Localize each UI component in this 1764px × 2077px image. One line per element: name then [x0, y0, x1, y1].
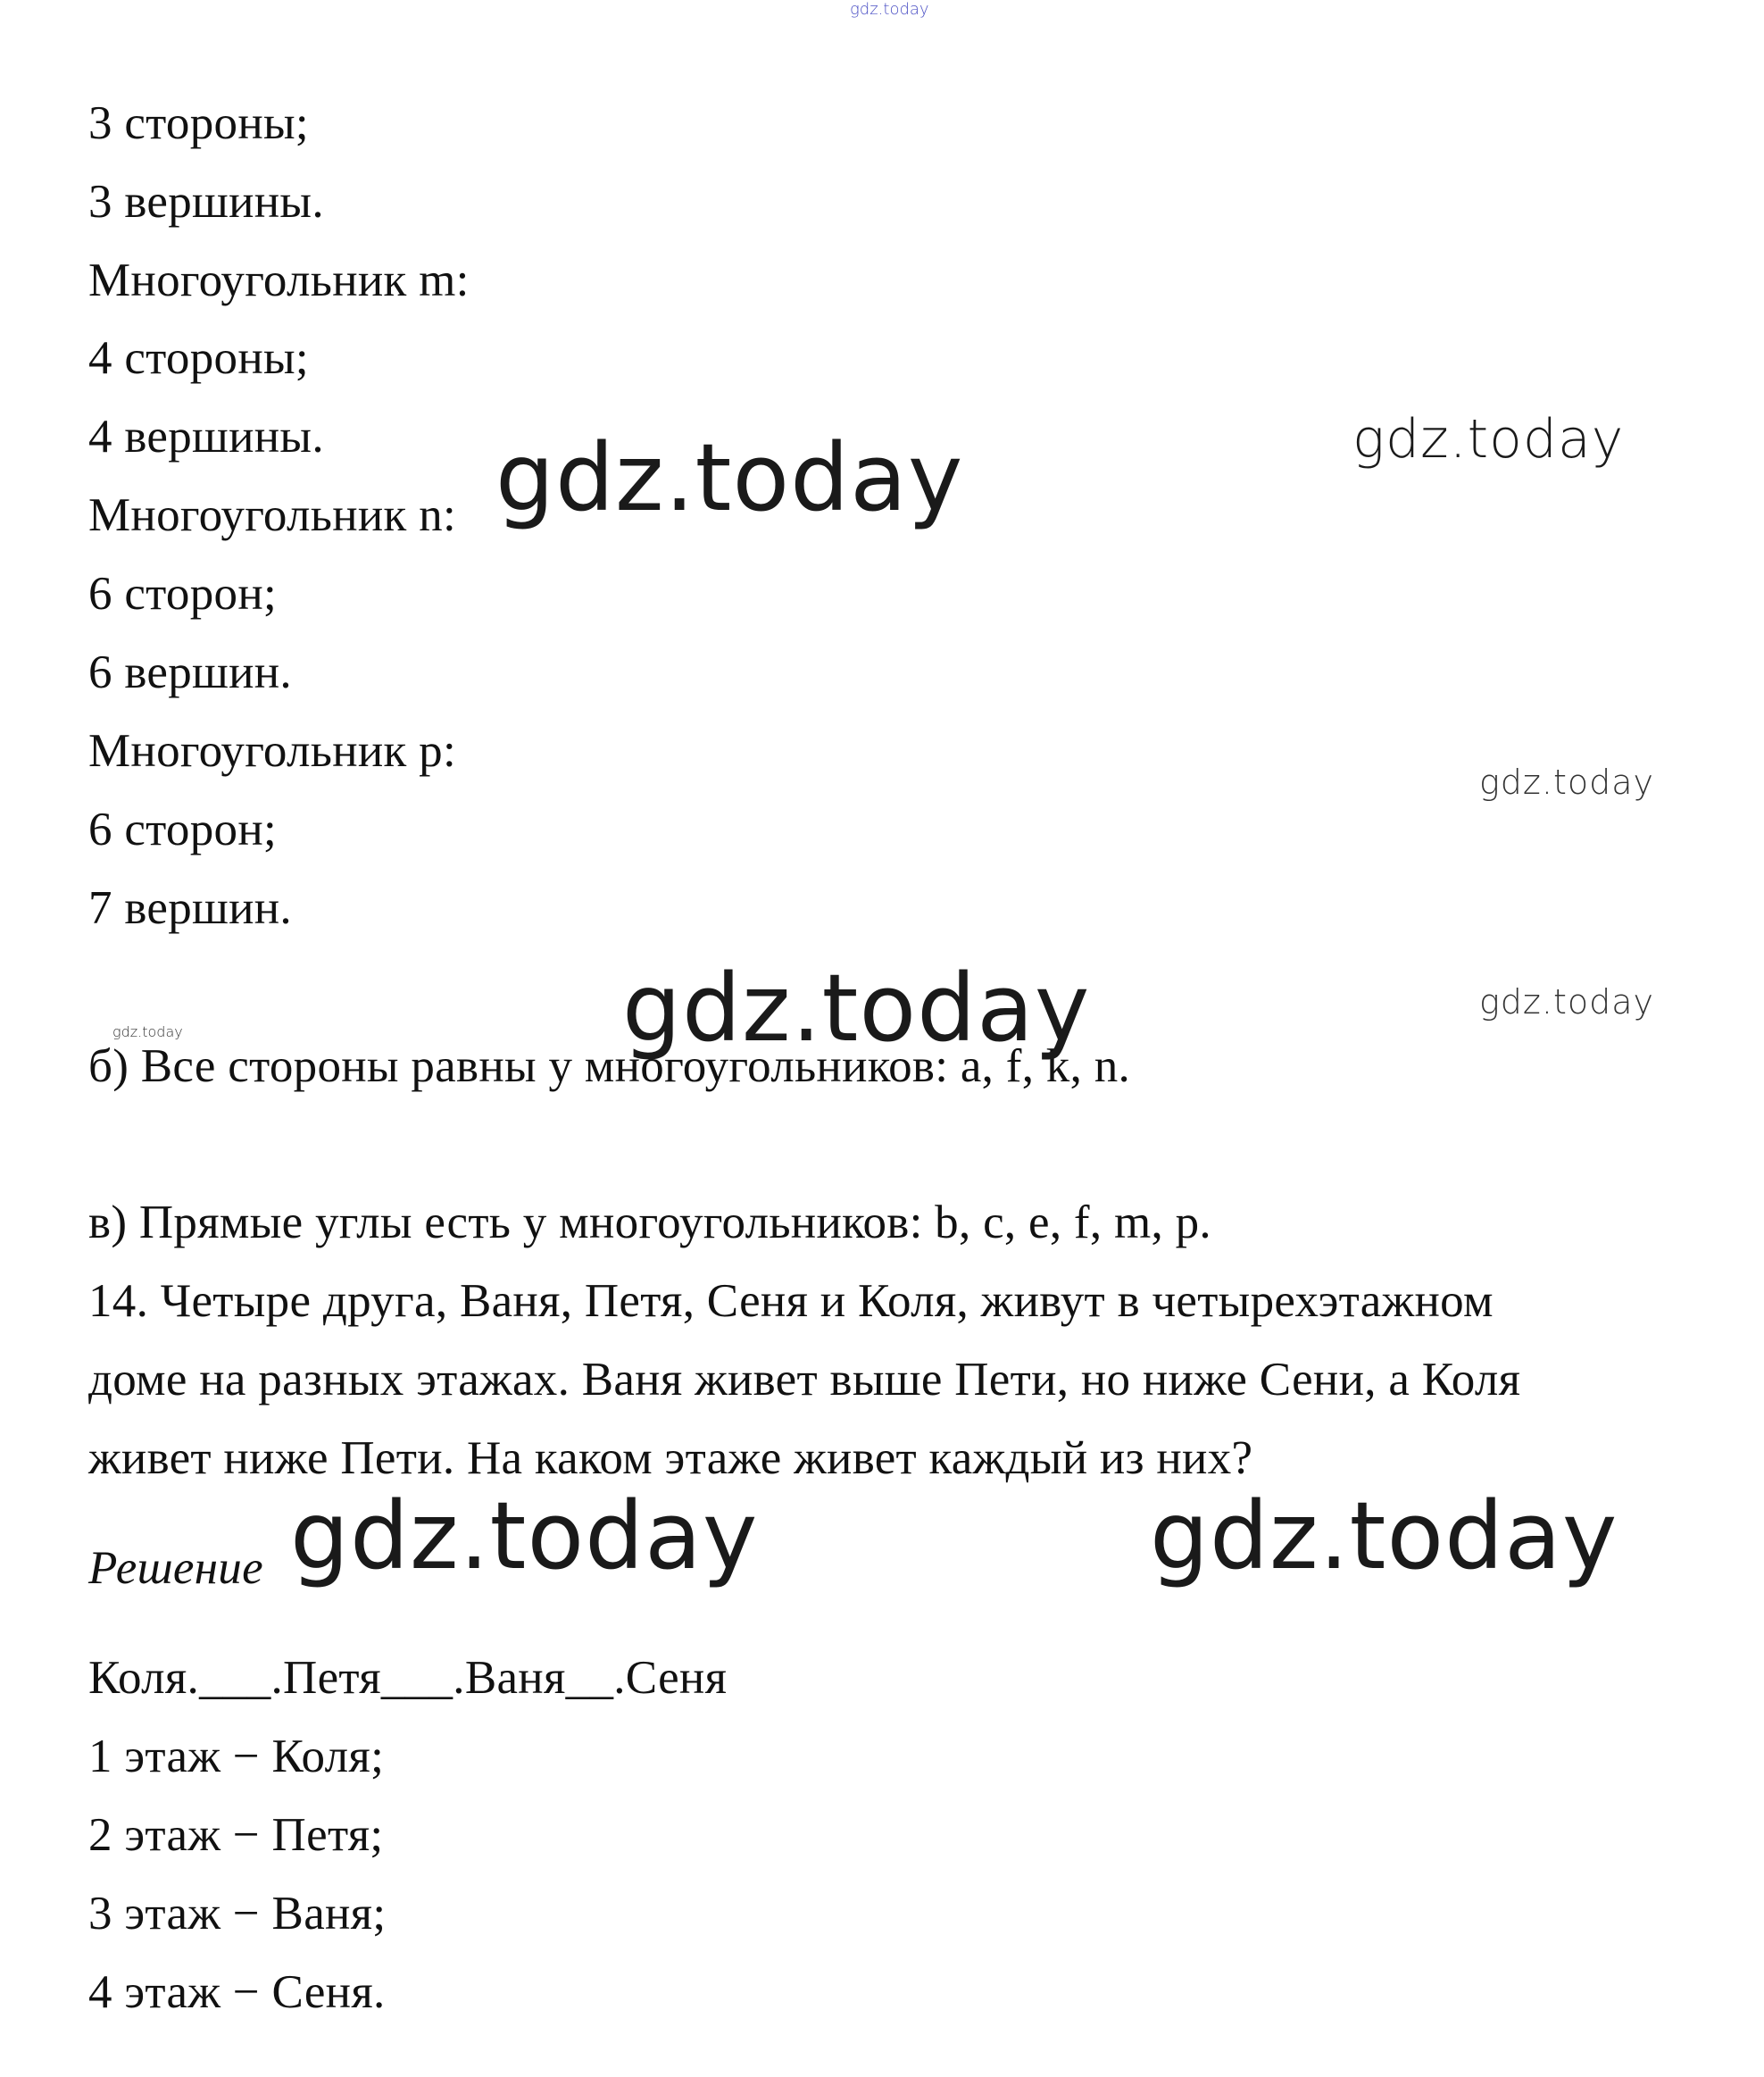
text-line: доме на разных этажах. Ваня живет выше Пети, но ниже Сени, а Коля — [88, 1354, 1521, 1406]
text-line: 7 вершин. — [88, 882, 292, 934]
text-line: 4 стороны; — [88, 332, 309, 384]
watermark: gdz.today — [1150, 1481, 1618, 1590]
text-line: б) Все стороны равны у многоугольников: a, f, k, n. — [88, 1040, 1131, 1092]
text-line: в) Прямые углы есть у многоугольников: b, c, e, f, m, p. — [88, 1197, 1211, 1248]
watermark: gdz.today — [622, 954, 1091, 1063]
watermark: gdz.today — [1479, 763, 1654, 802]
text-line: 2 этаж − Петя; — [88, 1809, 384, 1861]
text-line: 3 стороны; — [88, 97, 309, 149]
watermark-top: gdz.today — [850, 0, 929, 19]
text-line: Многоугольник m: — [88, 254, 470, 306]
text-line: Коля.___.Петя___.Ваня__.Сеня — [88, 1652, 728, 1704]
text-line: 4 вершины. — [88, 411, 324, 463]
text-line: 4 этаж − Сеня. — [88, 1966, 386, 2018]
text-line: 1 этаж − Коля; — [88, 1731, 385, 1782]
text-line: 6 сторон; — [88, 568, 278, 620]
watermark: gdz.today — [112, 1023, 183, 1040]
watermark: gdz.today — [1479, 982, 1654, 1022]
text-line: живет ниже Пети. На каком этаже живет каждый из них? — [88, 1432, 1253, 1484]
watermark: gdz.today — [290, 1481, 759, 1590]
watermark: gdz.today — [495, 423, 964, 532]
text-line: 6 вершин. — [88, 646, 292, 698]
text-line: 3 вершины. — [88, 176, 324, 228]
solution-heading: Решение — [88, 1542, 263, 1594]
text-line: Многоугольник n: — [88, 489, 456, 541]
text-line: Многоугольник p: — [88, 725, 456, 777]
text-line: 3 этаж − Ваня; — [88, 1888, 387, 1939]
text-line: 6 сторон; — [88, 804, 278, 855]
text-line: 14. Четыре друга, Ваня, Петя, Сеня и Коля, живут в четырехэтажном — [88, 1275, 1494, 1327]
watermark: gdz.today — [1352, 408, 1625, 471]
